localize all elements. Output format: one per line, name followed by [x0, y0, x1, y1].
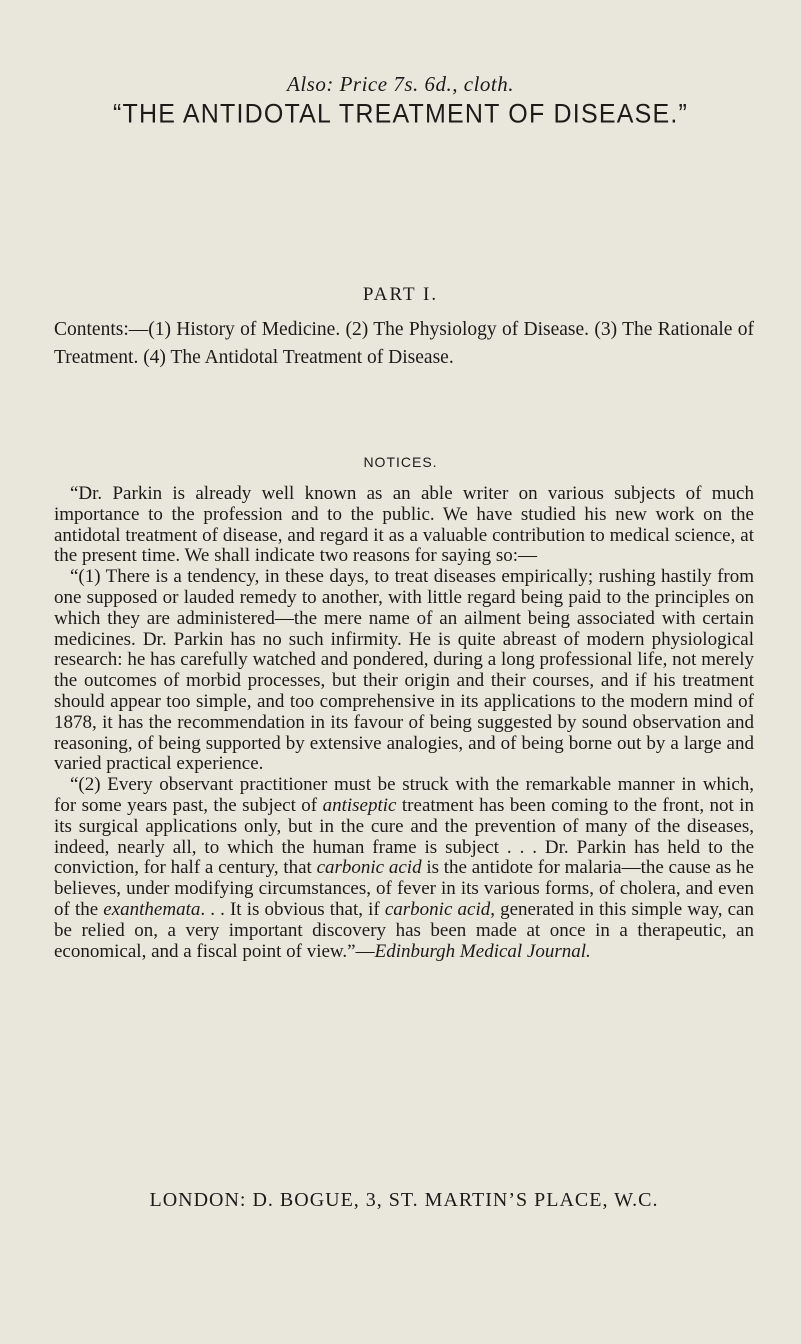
review-paragraph-intro: “Dr. Parkin is already well known as an able writer on various subjects of much importance to the profession and to the public. We have studied his new work on the antidotal treatment of disease, and regard it as a valuable contribution to medical science, at the present time. We shall indicate two reasons for saying so:—: [54, 483, 754, 567]
review-text-run: “(2) Every observant practitioner must be struck with the remarkable manner in which, for some years past, the subject of: [54, 774, 754, 816]
book-title: “THE ANTIDOTAL TREATMENT OF DISEASE.”: [112, 98, 688, 130]
part-heading: PART I.: [362, 284, 439, 305]
review-italic-term: carbonic acid: [316, 857, 422, 879]
review-text-run: is the antidote for malaria—the cause as he believes, under modifying circumstances, of fever in its various forms, of cholera, and even of the: [54, 857, 754, 920]
review-paragraph-2: [54, 775, 754, 962]
review-paragraph-1: “(1) There is a tendency, in these days, to treat diseases empirically; rushing hastily from one supposed or lauded remedy to another, with little regard being paid to the principles on which they are administered—the mere name of an ailment being associated with certain medicines. Dr. Parkin has no such infirmity. He is quite abreast of modern physiological research: he has carefully watched and pondered, during a long professional life, not merely the outcomes of morbid processes, but their origin and their courses, and if his treatment should appear too simple, and too comprehensive in its applications to the modern mind of 1878, it has the recommendation in its favour of being suggested by sound observation and reasoning, of being supported by extensive analogies, and of being borne out by a large and varied practical experience.: [54, 566, 754, 775]
review-source: Edinburgh Medical Journal.: [374, 940, 591, 962]
review-text-run: treatment has been coming to the front, not in its surgical applications only, but in the cure and the prevention of many of the diseases, indeed, nearly all, to which the human frame is subject . . . Dr. Parkin has held to the conviction, for half a century, that: [54, 794, 754, 879]
price-line: Also: Price 7s. 6d., cloth.: [287, 72, 514, 96]
review-text-run: . . . It is obvious that, if: [200, 898, 385, 920]
contents-paragraph: Contents:—(1) History of Medicine. (2) The Physiology of Disease. (3) The Rationale of Treatment. (4) The Antidotal Treatment of Disease.: [54, 319, 754, 368]
review-italic-term: antiseptic: [322, 794, 397, 816]
review-text-run: , generated in this simple way, can be relied on, a very important discovery has been made at once in a therapeutic, an economical, and a fiscal point of view.”—: [54, 898, 754, 962]
review-text: [54, 484, 754, 962]
review-italic-term: exanthemata: [103, 898, 201, 920]
notices-heading: NOTICES.: [363, 454, 438, 470]
review-italic-term: carbonic acid: [384, 898, 491, 920]
publisher-imprint: LONDON: D. BOGUE, 3, ST. MARTIN’S PLACE, W.C.: [149, 1189, 659, 1211]
